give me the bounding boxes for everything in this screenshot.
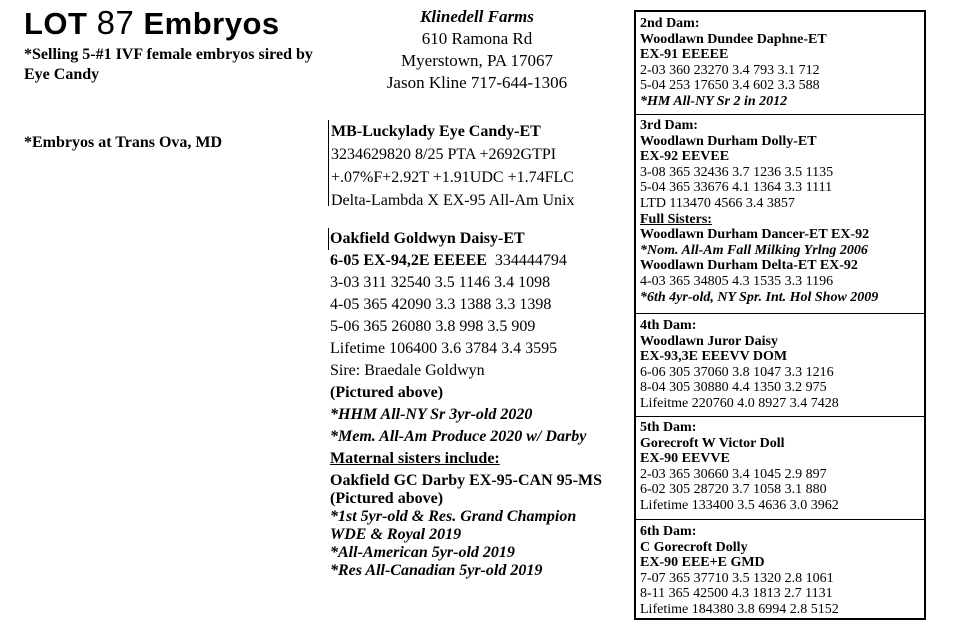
lot-label: LOT xyxy=(24,6,88,41)
dam2-class: EX-91 EEEEE xyxy=(640,47,729,63)
dam-rule xyxy=(328,228,329,250)
dam-record-2: 4-05 365 42090 3.3 1388 3.3 1398 xyxy=(330,296,552,313)
dam6-class: EX-90 EEE+E GMD xyxy=(640,555,765,571)
dam-record-3: 5-06 365 26080 3.8 998 3.5 909 xyxy=(330,318,536,335)
divider xyxy=(636,114,924,115)
dam4-name: Woodlawn Juror Daisy xyxy=(640,333,778,349)
sister-name: Oakfield GC Darby EX-95-CAN 95-MS xyxy=(330,472,602,489)
dam-block xyxy=(330,228,630,580)
dam-honor-1: *HHM All-NY Sr 3yr-old 2020 xyxy=(330,406,533,423)
dam-class: 6-05 EX-94,2E EEEEE xyxy=(330,252,487,269)
full-sister-1-honor: *Nom. All-Am Fall Milking Yrlng 2006 xyxy=(640,242,868,258)
full-sister-1: Woodlawn Durham Dancer-ET EX-92 xyxy=(640,227,870,243)
dam4-class: EX-93,3E EEEVV DOM xyxy=(640,349,788,365)
full-sisters-heading: Full Sisters: xyxy=(640,211,712,227)
dam-class-line xyxy=(330,250,630,272)
divider xyxy=(636,313,924,314)
farm-address: 610 Ramona Rd xyxy=(421,29,533,48)
full-sister-2-honor: *6th 4yr-old, NY Spr. Int. Hol Show 2009 xyxy=(640,289,879,305)
dam6-section xyxy=(640,524,926,618)
sire-line-3: Delta-Lambda X EX-95 All-Am Unix xyxy=(331,192,575,209)
dam-name: Oakfield Goldwyn Daisy-ET xyxy=(330,230,525,247)
dam6-record-1: 7-07 365 37710 3.5 1320 2.8 1061 xyxy=(640,570,834,586)
dam4-record-2: 8-04 305 30880 4.4 1350 3.2 975 xyxy=(640,380,827,396)
dam3-section xyxy=(640,118,926,305)
dam3-record-2: 5-04 365 33676 4.1 1364 3.3 1111 xyxy=(640,180,833,196)
dam4-section xyxy=(640,318,926,412)
dam6-record-2: 8-11 365 42500 4.3 1813 2.7 1131 xyxy=(640,586,833,602)
dam6-name: C Gorecroft Dolly xyxy=(640,539,748,555)
dam2-name: Woodlawn Dundee Daphne-ET xyxy=(640,31,827,47)
dam3-record-ltd: LTD 113470 4566 3.4 3857 xyxy=(640,195,795,211)
lot-title xyxy=(24,4,280,42)
selling-note: *Selling 5-#1 IVF female embryos sired by Eye Candy xyxy=(24,46,313,83)
dam5-name: Gorecroft W Victor Doll xyxy=(640,435,785,451)
sister-pictured: (Pictured above) xyxy=(330,490,444,507)
dam5-record-1: 2-03 365 30660 3.4 1045 2.9 897 xyxy=(640,466,827,482)
sire-block xyxy=(328,120,631,212)
dam6-record-lifetime: Lifetime 184380 3.8 6994 2.8 5152 xyxy=(640,601,839,617)
dam-pictured: (Pictured above) xyxy=(330,384,444,401)
sister-honor-2: WDE & Royal 2019 xyxy=(330,526,462,543)
sire-name: MB-Luckylady Eye Candy-ET xyxy=(331,123,541,140)
sire-line-2: +.07%F+2.92T +1.91UDC +1.74FLC xyxy=(331,169,574,186)
dam3-name: Woodlawn Durham Dolly-ET xyxy=(640,133,817,149)
dam4-record-1: 6-06 305 37060 3.8 1047 3.3 1216 xyxy=(640,364,834,380)
dam-record-lifetime: Lifetime 106400 3.6 3784 3.4 3595 xyxy=(330,340,558,357)
lot-number: 87 xyxy=(96,4,135,41)
dam2-honor: *HM All-NY Sr 2 in 2012 xyxy=(640,93,788,109)
dam2-section xyxy=(640,16,926,110)
farm-name: Klinedell Farms xyxy=(420,7,534,26)
maternal-sisters-heading: Maternal sisters include: xyxy=(330,450,500,467)
full-sister-2-record: 4-03 365 34805 4.3 1535 3.3 1196 xyxy=(640,273,834,289)
full-sister-2: Woodlawn Durham Delta-ET EX-92 xyxy=(640,258,858,274)
dam2-heading: 2nd Dam: xyxy=(640,16,700,31)
sister-honor-1: *1st 5yr-old & Res. Grand Champion xyxy=(330,508,577,525)
dam-sire: Sire: Braedale Goldwyn xyxy=(330,362,485,379)
dam-record-1: 3-03 311 32540 3.5 1146 3.4 1098 xyxy=(330,274,551,291)
dam5-class: EX-90 EEVVE xyxy=(640,451,730,467)
dam2-record-2: 5-04 253 17650 3.4 602 3.3 588 xyxy=(640,78,820,94)
dam5-section xyxy=(640,420,926,514)
divider xyxy=(636,416,924,417)
dam5-record-2: 6-02 305 28720 3.7 1058 3.1 880 xyxy=(640,482,827,498)
dam3-record-1: 3-08 365 32436 3.7 1236 3.5 1135 xyxy=(640,164,834,180)
dam-honor-2: *Mem. All-Am Produce 2020 w/ Darby xyxy=(330,428,587,445)
dam5-record-lifetime: Lifetime 133400 3.5 4636 3.0 3962 xyxy=(640,497,839,513)
dam3-class: EX-92 EEVEE xyxy=(640,149,730,165)
dam4-record-lifetime: Lifeitme 220760 4.0 8927 3.4 7428 xyxy=(640,395,839,411)
dam6-heading: 6th Dam: xyxy=(640,524,697,539)
sister-honor-4: *Res All-Canadian 5yr-old 2019 xyxy=(330,562,543,579)
divider xyxy=(636,519,924,520)
location-note: *Embryos at Trans Ova, MD xyxy=(24,134,223,151)
farm-city: Myerstown, PA 17067 xyxy=(401,51,553,70)
farm-contact-person: Jason Kline 717-644-1306 xyxy=(386,73,568,92)
pedigree-box xyxy=(634,10,926,620)
dam5-heading: 5th Dam: xyxy=(640,420,697,435)
dam4-heading: 4th Dam: xyxy=(640,318,697,333)
sire-line-1: 3234629820 8/25 PTA +2692GTPI xyxy=(331,146,557,163)
lot-title-text: Embryos xyxy=(143,6,280,41)
dam3-heading: 3rd Dam: xyxy=(640,118,698,133)
sister-honor-3: *All-American 5yr-old 2019 xyxy=(330,544,515,561)
dam-reg: 334444794 xyxy=(494,252,567,269)
dam2-record-1: 2-03 360 23270 3.4 793 3.1 712 xyxy=(640,62,820,78)
contact-block xyxy=(362,6,592,94)
